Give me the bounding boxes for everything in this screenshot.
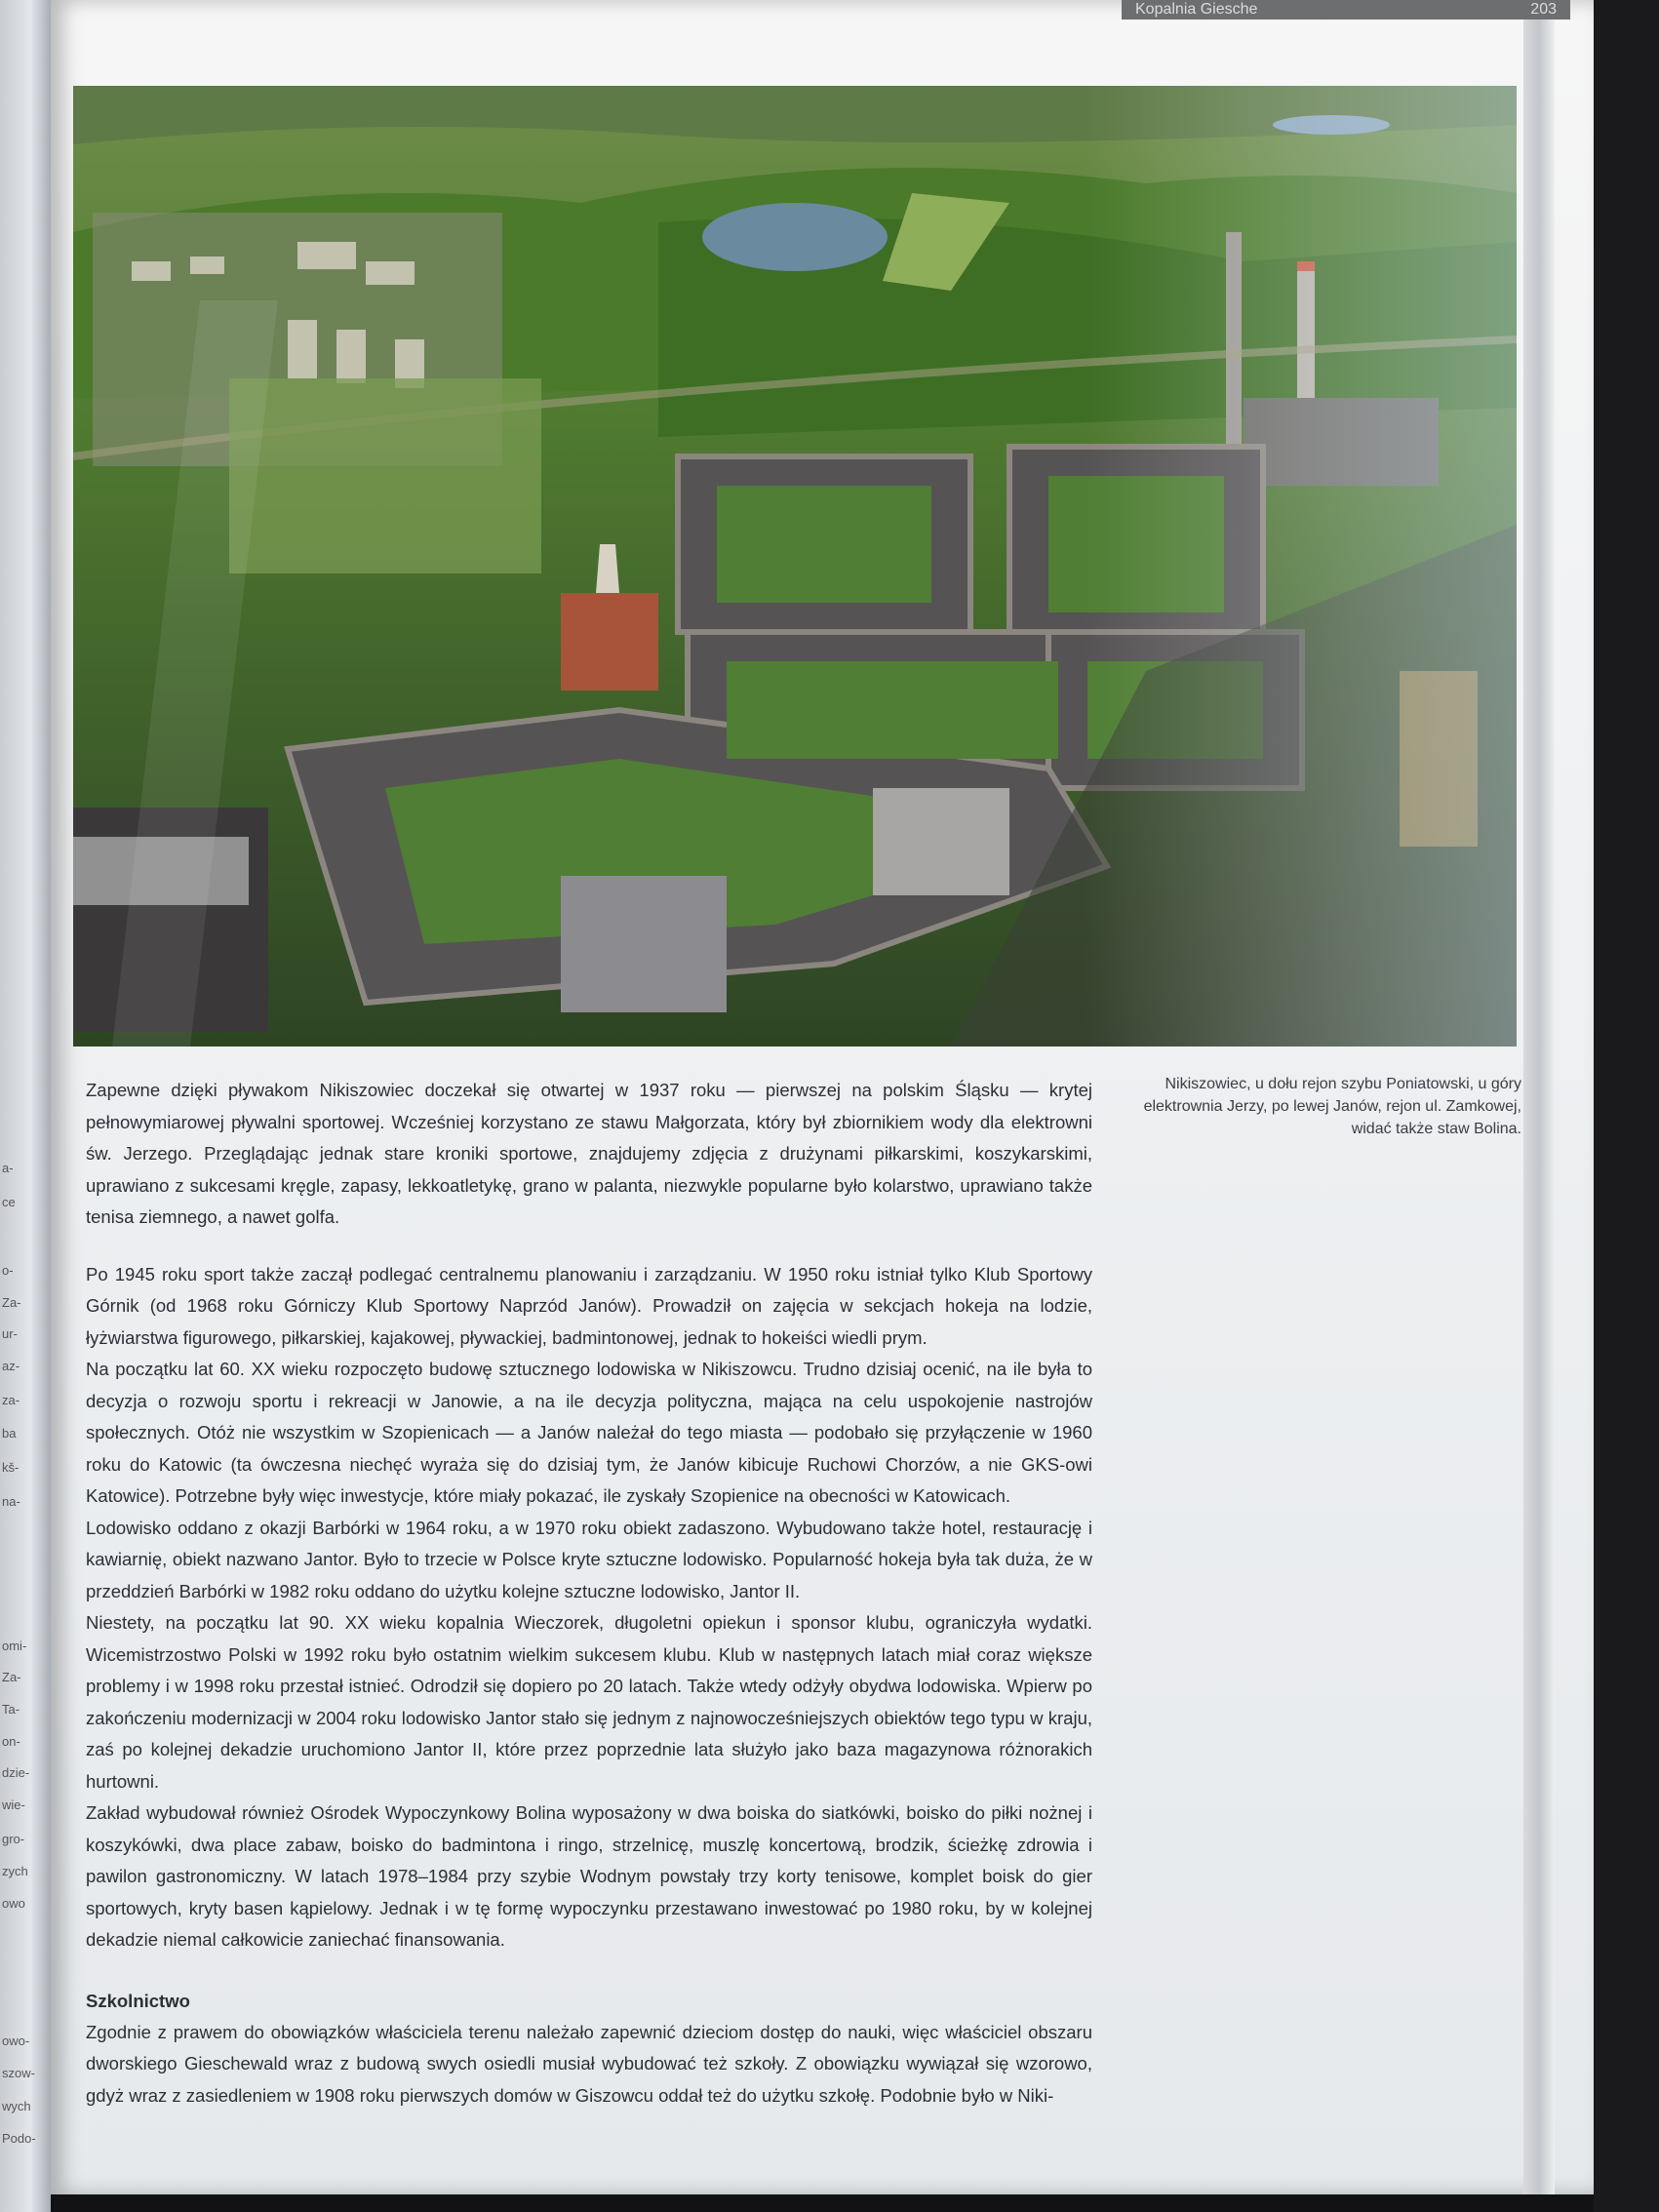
left-page-fragment: az- (2, 1359, 20, 1373)
paragraph: Niestety, na początku lat 90. XX wieku kopalnia Wieczorek, długoletni opiekun i sponsor klubu, ograniczyła wydatki. Wicemistrzostwo Polski w 1992 roku było ostatnim wielkim sukcesem klubu. Klub w następnych latach miał coraz większe problemy i w 1998 roku przestał istnieć. Odrodził się dopiero po 20 latach. Także wtedy odżyły obydwa lodowiska. Wpierw po zakończeniu modernizacji w 2004 roku lodowisko Jantor stało się jednym z najnowocześniejszych obiektów tego typu w kraju, zaś po kolejnej dekadzie uruchomiono Jantor II, które przez poprzednie lata służyło jako baza magazynowa różnorakich hurtowni. (86, 1612, 1092, 1792)
left-page-fragment: ba (2, 1426, 17, 1441)
page-stack-edge (1523, 0, 1555, 2194)
paragraph: Po 1945 roku sport także zaczął podlegać centralnemu planowaniu i zarządzaniu. W 1950 roku istniał tylko Klub Sportowy Górnik (od 1968 roku Górniczy Klub Sportowy Naprzód Janów). Prowadził on zajęcia w sekcjach hokeja na lodzie, łyżwiarstwa figurowego, piłkarskiej, kajakowej, pływackiej, badmintonowej, jednak to hokeiści wiedli prym. (86, 1263, 1092, 1348)
left-page-fragment: on- (2, 1734, 20, 1749)
left-page-fragment: a- (2, 1161, 14, 1175)
left-page-fragment: gro- (2, 1832, 25, 1846)
running-header (1122, 0, 1570, 20)
page-number: 203 (1530, 1, 1557, 18)
left-page-fragment: zych (2, 1864, 28, 1878)
left-page-fragment: za- (2, 1393, 20, 1407)
left-page-fragment: kš- (2, 1460, 20, 1475)
left-page-fragment: owo- (2, 2034, 30, 2048)
left-page-fragment: wych (2, 2099, 31, 2113)
paragraph: Zakład wybudował również Ośrodek Wypoczynkowy Bolina wyposażony w dwa boiska do siatkówki, boisko do piłki nożnej i koszykówki, dwa place zabaw, boisko do badmintona i ringo, strzelnicę, muszlę koncertową, brodzik, ścieżkę zdrowia i pawilon gastronomiczny. W latach 1978–1984 przy szybie Wodnym powstały trzy korty tenisowe, komplet boisk do gier sportowych, kryty basen kąpielowy. Jednak i w tę formę wypoczynku przestawano inwestować po 1980 roku, by w kolejnej dekadzie niemal całkowicie zaniechać finansowania. (86, 1802, 1092, 1950)
left-page-fragment: o- (2, 1263, 14, 1278)
left-page-fragment: szow- (2, 2066, 35, 2080)
left-page-fragment: Za- (2, 1670, 21, 1684)
left-page-fragment: Podo- (2, 2131, 36, 2146)
aerial-photo (73, 86, 1517, 1047)
photo-caption: Nikiszowiec, u dołu rejon szybu Poniatowski, u góry elektrownia Jerzy, po lewej Janów, rejon ul. Zamkowej, widać także staw Bolina. (1143, 1076, 1521, 1137)
paragraph: Zgodnie z prawem do obowiązków właściciela terenu należało zapewnić dzieciom dostęp do nauki, więc właściciel obszaru dworskiego Gieschewald wraz z budową swych osiedli musiał wybudować też szkoły. Z obowiązku wywiązał się wzorowo, gdyż wraz z zasiedleniem w 1908 roku pierwszych domów w Giszowcu oddał też do użytku szkołę. Podobnie było w Niki- (86, 2021, 1092, 2106)
paragraph: Na początku lat 60. XX wieku rozpoczęto budowę sztucznego lodowiska w Nikiszowcu. Trudno dzisiaj ocenić, na ile była to decyzja o rozwoju sportu i rekreacji w Janowie, a na ile decyzja polityczna, mająca na celu uspokojenie nastrojów społecznych. Otóż nie wszystkim w Szopienicach — a Janów należał do tego miasta — podobało się przyłączenie w 1960 roku do Katowic (ta ówczesna niechęć wyraża się do dzisiaj tym, że Janów kibicuje Ruchowi Chorzów, a nie GKS-owi Katowice). Potrzebne były więc inwestycje, które miały pokazać, ile zyskały Szopienice na obecności w Katowicach. (86, 1359, 1092, 1506)
paragraph: Zapewne dzięki pływakom Nikiszowiec doczekał się otwartej w 1937 roku — pierwszej na polskim Śląsku — krytej pełnowymiarowej pływalni sportowej. Wcześniej korzystano ze stawu Małgorzata, który był zbiornikiem wody dla elektrowni św. Jerzego. Przeglądając jednak stare kroniki sportowe, znajdujemy zdjęcia z drużynami piłkarskimi, koszykarskimi, uprawiano z sukcesami kręgle, zapasy, lekkoatletykę, grano w palanta, niezwykle popularne było kolarstwo, uprawiano także tenisa ziemnego, a nawet golfa. (86, 1080, 1092, 1227)
left-page-fragment: na- (2, 1494, 20, 1509)
left-page-edge (0, 0, 51, 2212)
left-page-fragment: dzie- (2, 1765, 30, 1780)
article-body (86, 1075, 1092, 2112)
left-page-fragment: omi- (2, 1639, 27, 1653)
left-page-fragment: Za- (2, 1295, 21, 1310)
header-section-title: Kopalnia Giesche (1135, 1, 1258, 18)
left-page-fragment: Ta- (2, 1702, 20, 1717)
bottom-shadow (51, 2194, 1594, 2212)
paragraph: Lodowisko oddano z okazji Barbórki w 1964 roku, a w 1970 roku obiekt zadaszono. Wybudowano także hotel, restaurację i kawiarnię, obiekt nazwano Jantor. Było to trzecie w Polsce kryte sztuczne lodowisko. Popularność hokeja była tak duża, że w przeddzień Barbórki w 1982 roku oddano do użytku kolejne sztuczne lodowisko, Jantor II. (86, 1517, 1092, 1601)
aerial-photo-nikiszowiec-icon (73, 86, 1517, 1047)
left-page-fragment: ce (2, 1195, 16, 1209)
left-page-fragment: wie- (2, 1797, 25, 1812)
left-page-fragment: owo (2, 1896, 25, 1911)
section-heading: Szkolnictwo (86, 1990, 190, 2011)
left-page-fragment: ur- (2, 1326, 18, 1341)
